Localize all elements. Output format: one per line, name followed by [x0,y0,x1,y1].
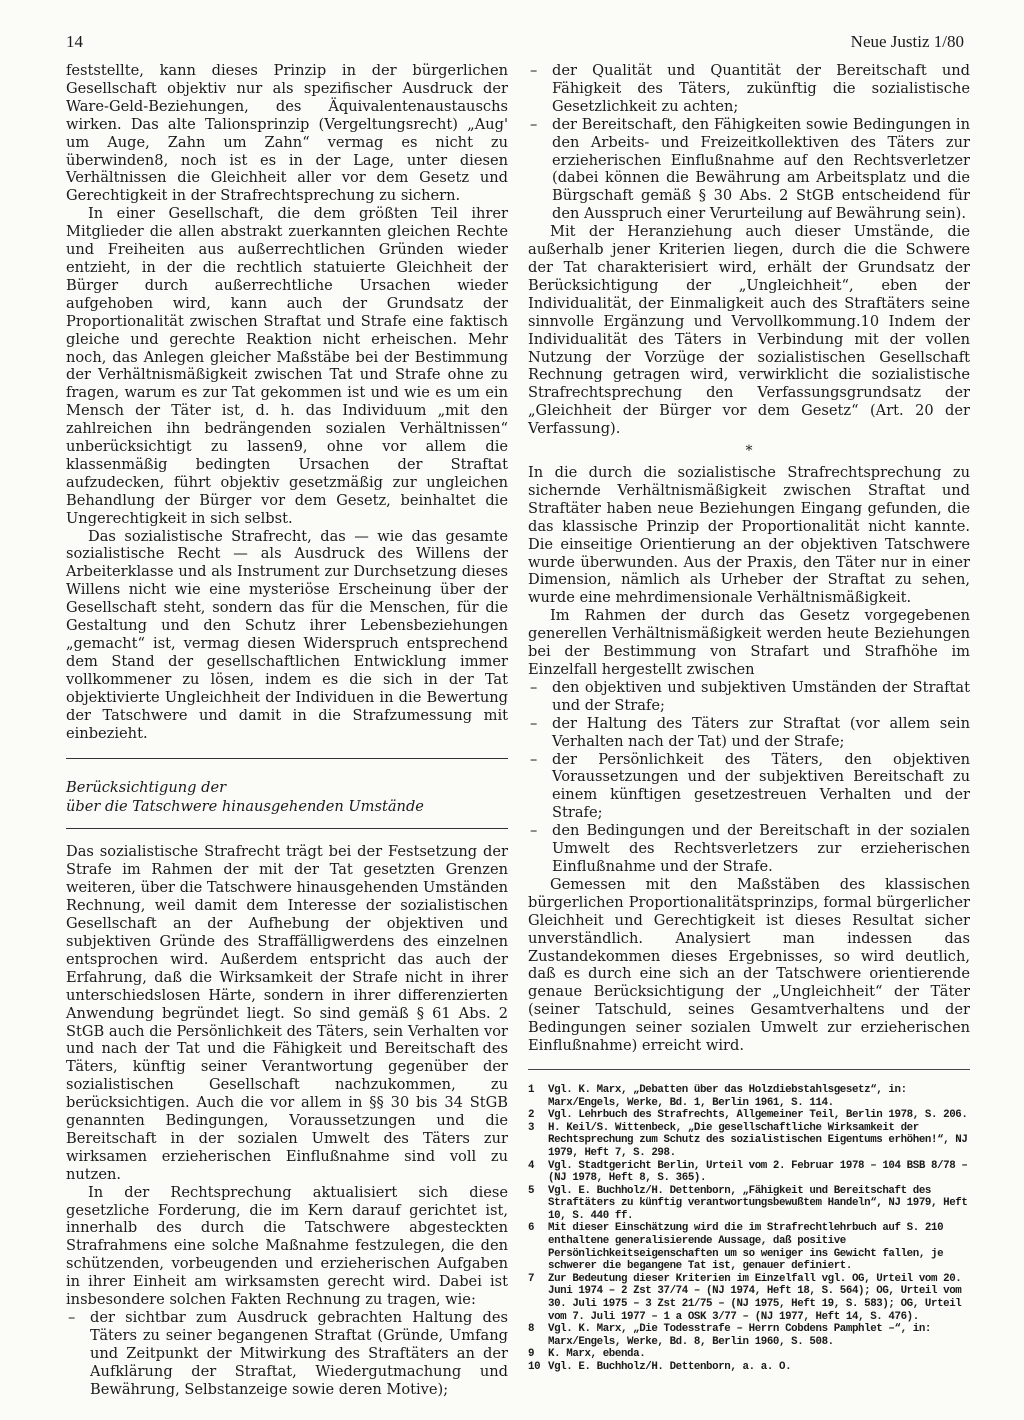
footnote-text: Vgl. Stadtgericht Berlin, Urteil vom 2. Februar 1978 – 104 BSB 8/78 – (NJ 1978, Heft 8, S. 365). [548,1159,968,1185]
footnote-text: Vgl. Lehrbuch des Strafrechts, Allgemeiner Teil, Berlin 1978, S. 206. [548,1109,968,1122]
paragraph: Im Rahmen der durch das Gesetz vorgegebenen generellen Verhältnismäßigkeit werden heute Beziehungen bei der Bestimmung von Strafart und Strafhöhe im Einzelfall hergestellt zwischen [528,607,970,678]
footnote-number: 5 [528,1184,535,1197]
paragraph: Das sozialistische Strafrecht trägt bei der Festsetzung der Strafe im Rahmen der mit der Tat gesetzten Grenzen weiteren, über die Tatschwere hinausgehenden Umständen Rechnung, weil damit dem Interesse der sozialistischen Gesellschaft an der Aufhebung der objektiven und subjektiven Gründe des Straffälligwerdens des einzelnen entsprochen wird. Außerdem entspricht das auch der Erfahrung, daß die Wirksamkeit der Strafe nicht in ihrer unterschiedslosen Härte, sondern in ihrer differenzierten Anwendung begründet liegt. So sind gemäß § 61 Abs. 2 StGB auch die Persönlichkeit des Täters, sein Verhalten vor und nach der Tat und die Fähigkeit und Bereitschaft des Täters, künftig seiner Verantwortung gegenüber der sozialistischen Gesellschaft nachzukommen, zu berücksichtigen. Auch die vor allem in §§ 30 bis 34 StGB genannten Bedingungen, Voraussetzungen und die Bereitschaft in der sozialen Umwelt des Täters zur wirksamen erzieherischen Einflußnahme sind voll zu nutzen. [66,843,508,1183]
footnote [528,1273,970,1323]
footnote [528,1109,970,1122]
paragraph: In die durch die sozialistische Strafrechtsprechung zu sichernde Verhältnismäßigkeit zwischen Straftat und Straftäter haben neue Beziehungen Eingang gefunden, die das klassische Prinzip der Proportionalität nicht kannte. Die einseitige Orientierung an der objektiven Tatschwere wurde überwunden. Aus der Praxis, den Täter nur in einer Dimension, nämlich als Urheber der Straftat zu sehen, wurde eine mehrdimensionale Verhältnismäßigkeit. [528,464,970,607]
section-heading-line: Berücksichtigung der [66,779,227,797]
paragraph: In einer Gesellschaft, die dem größten Teil ihrer Mitglieder die allen abstrakt zuerkannten gleichen Rechte und Freiheiten aus außerrechtlichen Gründen wieder entzieht, in der die rechtlich statuierte Gleichheit der Bürger durch außerrechtliche Ursachen wieder aufgehoben wird, kann auch der Grundsatz der Proportionalität zwischen Straftat und Strafe eine faktisch gleiche und gerechte Reaktion nicht erheischen. Mehr noch, das Anlegen gleicher Maßstäbe bei der Bestimmung der Verhältnismäßigkeit zwischen Tat und Strafe ohne zu fragen, warum es zur Tat gekommen ist und wie es um ein Mensch der Täter ist, d. h. das Individuum „mit den zahlreichen ihn bedrängenden sozialen Verhältnissen“ unberücksichtigt zu lassen9, ohne vor allem die klassenmäßig bedingten Ursachen der Straftat aufzudecken, führt objektiv gesetzmäßig zur ungleichen Behandlung der Bürger vor dem Gesetz, beinhaltet die Ungerechtigkeit in sich selbst. [66,205,508,527]
section-heading [66,759,508,828]
footnotes [528,1084,970,1374]
paragraph: In der Rechtsprechung aktualisiert sich diese gesetzliche Forderung, die im Kern darauf gerichtet ist, innerhalb des durch die Tatschwere abgesteckten Strafrahmens eine solche Maßnahme festzulegen, die den schützenden, vorbeugenden und erzieherischen Aufgaben in ihrer Einheit am wirksamsten gerecht wird. Dabei ist insbesondere solchen Fakten Rechnung zu tragen, wie: [66,1183,508,1309]
footnote-number: 7 [528,1272,535,1285]
footnote-rule [528,1069,970,1070]
footnote-text: Vgl. E. Buchholz/H. Dettenborn, „Fähigkeit und Bereitschaft des Straftäters zu künftig verantwortungsbewußtem Handeln“, NJ 1979, Heft 10, S. 440 ff. [548,1184,968,1222]
footnote-number: 2 [528,1109,535,1122]
dash-list-item: – der Bereitschaft, den Fähigkeiten sowie Bedingungen in den Arbeits- und Freizeitkollektiven des Täters zur erzieherischen Einflußnahme auf den Rechtsverletzer (dabei können die Bewährung am Arbeitsplatz und die Bürgschaft gemäß § 30 Abs. 2 StGB entscheidend für den Ausspruch einer Verurteilung auf Bewährung sein). [528,116,970,223]
footnote [528,1222,970,1272]
dash-list-item: – den objektiven und subjektiven Umständen der Straftat und der Strafe; [528,679,970,715]
footnote-text: Vgl. K. Marx, „Die Todesstrafe – Herrn Cobdens Pamphlet –“, in: Marx/Engels, Werke, Bd. 8, Berlin 1960, S. 508. [548,1323,931,1348]
footnote-text: H. Keil/S. Wittenbeck, „Die gesellschaftliche Wirksamkeit der Rechtsprechung zum Schutz des sozialistischen Eigentums erhöhen!“, NJ 1979, Heft 7, S. 298. [548,1121,968,1159]
footnote-number: 4 [528,1159,535,1172]
dash-list-item: – der Haltung des Täters zur Straftat (vor allem sein Verhalten nach der Tat) und der Strafe; [528,715,970,751]
paragraph: Mit der Heranziehung auch dieser Umstände, die außerhalb jener Kriterien liegen, durch die die Schwere der Tat charakterisiert wird, erhält der Grundsatz der Berücksichtigung der „Ungleichheit“, eben der Individualität, der Einmaligkeit auch des Straftäters seine sinnvolle Ergänzung und Vervollkommung.10 Indem der Individualität des Täters in Verbindung mit der vollen Nutzung der Vorzüge der sozialistischen Gesellschaft Rechnung getragen wird, verwirklicht die sozialistische Strafrechtsprechung den Verfassungsgrundsatz der „Gleichheit der Bürger vor dem Gesetz“ (Art. 20 der Verfassung). [528,223,970,438]
footnote-number: 1 [528,1083,535,1096]
dash-list-item: – den Bedingungen und der Bereitschaft in der sozialen Umwelt des Rechtsverletzers zur erzieherischen Einflußnahme und der Strafe. [528,822,970,876]
footnote-number: 9 [528,1348,535,1361]
footnote-text: Vgl. K. Marx, „Debatten über das Holzdiebstahlsgesetz“, in: Marx/Engels, Werke, Bd. 1, Berlin 1961, S. 114. [548,1083,907,1109]
footnote-text: Zur Bedeutung dieser Kriterien im Einzelfall vgl. OG, Urteil vom 20. Juni 1974 – 2 Zst 37/74 – (NJ 1974, Heft 18, S. 564); OG, Urteil vom 30. Juli 1975 – 3 Zst 21/75 – (NJ 1975, Heft 19, S. 583); OG, Urteil vom 7. Juli 1977 – 1 a OSK 3/77 – (NJ 1977, Heft 14, S. 476). [548,1272,962,1323]
page-header [66,32,964,58]
right-column [528,62,970,1374]
footnote-text: Vgl. E. Buchholz/H. Dettenborn, a. a. O. [548,1361,792,1373]
footnote [528,1160,970,1185]
journal-issue: Neue Justiz 1/80 [850,32,964,51]
footnote [528,1348,970,1361]
dash-list-item: – der sichtbar zum Ausdruck gebrachten Haltung des Täters zu seiner begangenen Straftat (Gründe, Umfang und Zeitpunkt der Mitwirkung des Straftäters an der Aufklärung der Straftat, Wiedergutmachung und Bewährung, Selbstanzeige sowie deren Motive); [66,1309,508,1399]
footnote-text: Mit dieser Einschätzung wird die im Strafrechtlehrbuch auf S. 210 enthaltene generalisierende Aussage, daß positive Persönlichkeitseigenschaften um so weniger ins Gewicht fallen, je schwerer die begangene Tat ist, genauer definiert. [548,1222,944,1273]
footnote [528,1361,970,1374]
page-number: 14 [66,32,83,51]
section-heading-line: über die Tatschwere hinausgehenden Umstände [66,797,424,815]
footnote [528,1323,970,1348]
dash-list-item: – der Persönlichkeit des Täters, den objektiven Voraussetzungen und der subjektiven Bereitschaft zu einem künftigen gesetzestreuen Verhalten und der Strafe; [528,751,970,823]
footnote [528,1185,970,1223]
footnote [528,1122,970,1160]
footnote-number: 3 [528,1121,535,1134]
paragraph: feststellte, kann dieses Prinzip in der bürgerlichen Gesellschaft objektiv nur als spezifischer Ausdruck der Ware-Geld-Beziehungen, des Äquivalentenaustauschs wirken. Das alte Talionsprinzip (Vergeltungsrecht) „Aug' um Auge, Zahn um Zahn“ vermag es nicht zu überwinden8, noch ist es in der Lage, unter diesen Verhältnissen die Gleichheit aller vor dem Gesetz und Gerechtigkeit in der Strafrechtsprechung zu sichern. [66,62,508,205]
footnote-number: 8 [528,1323,535,1336]
paragraph: Gemessen mit den Maßstäben des klassischen bürgerlichen Proportionalitätsprinzips, formal bürgerlicher Gleichheit und Gerechtigkeit ist dieses Resultat sicher unverständlich. Analysiert man indessen das Zustandekommen dieses Ergebnisses, so wird deutlich, daß es durch eine sich an der Tatschwere orientierende genaue Berücksichtigung der „Ungleichheit“ der Täter (seiner Tatschuld, seines Gesamtverhaltens und der Bedingungen seiner sozialen Umwelt zur erzieherischen Einflußnahme) erreicht wird. [528,875,970,1055]
footnote-number: 10 [528,1361,541,1373]
section-separator-star: * [745,443,753,460]
footnote [528,1084,970,1109]
footnote-number: 6 [528,1222,535,1235]
dash-list-item: – der Qualität und Quantität der Bereitschaft und Fähigkeit des Täters, zukünftig die sozialistische Gesetzlichkeit zu achten; [528,62,970,116]
footnote-text: K. Marx, ebenda. [548,1348,646,1361]
paragraph: Das sozialistische Strafrecht, das — wie das gesamte sozialistische Recht — als Ausdruck des Willens der Arbeiterklasse und als Instrument zur Durchsetzung dieses Willens nicht wie eine mysteriöse Erscheinung über der Gesellschaft steht, sondern das für die Menschen, für die Gestaltung und den Schutz ihrer Lebensbeziehungen „gemacht“ ist, vermag diesen Widerspruch entsprechend dem Stand der gesellschaftlichen Entwicklung immer vollkommener zu lösen, indem es die sich in der Tat objektivierte Ungleichheit der Individuen in die Bewertung der Tatschwere und damit in die Strafzumessung mit einbezieht. [66,527,508,742]
left-column [66,62,508,1399]
section-rule-bottom [66,828,508,829]
